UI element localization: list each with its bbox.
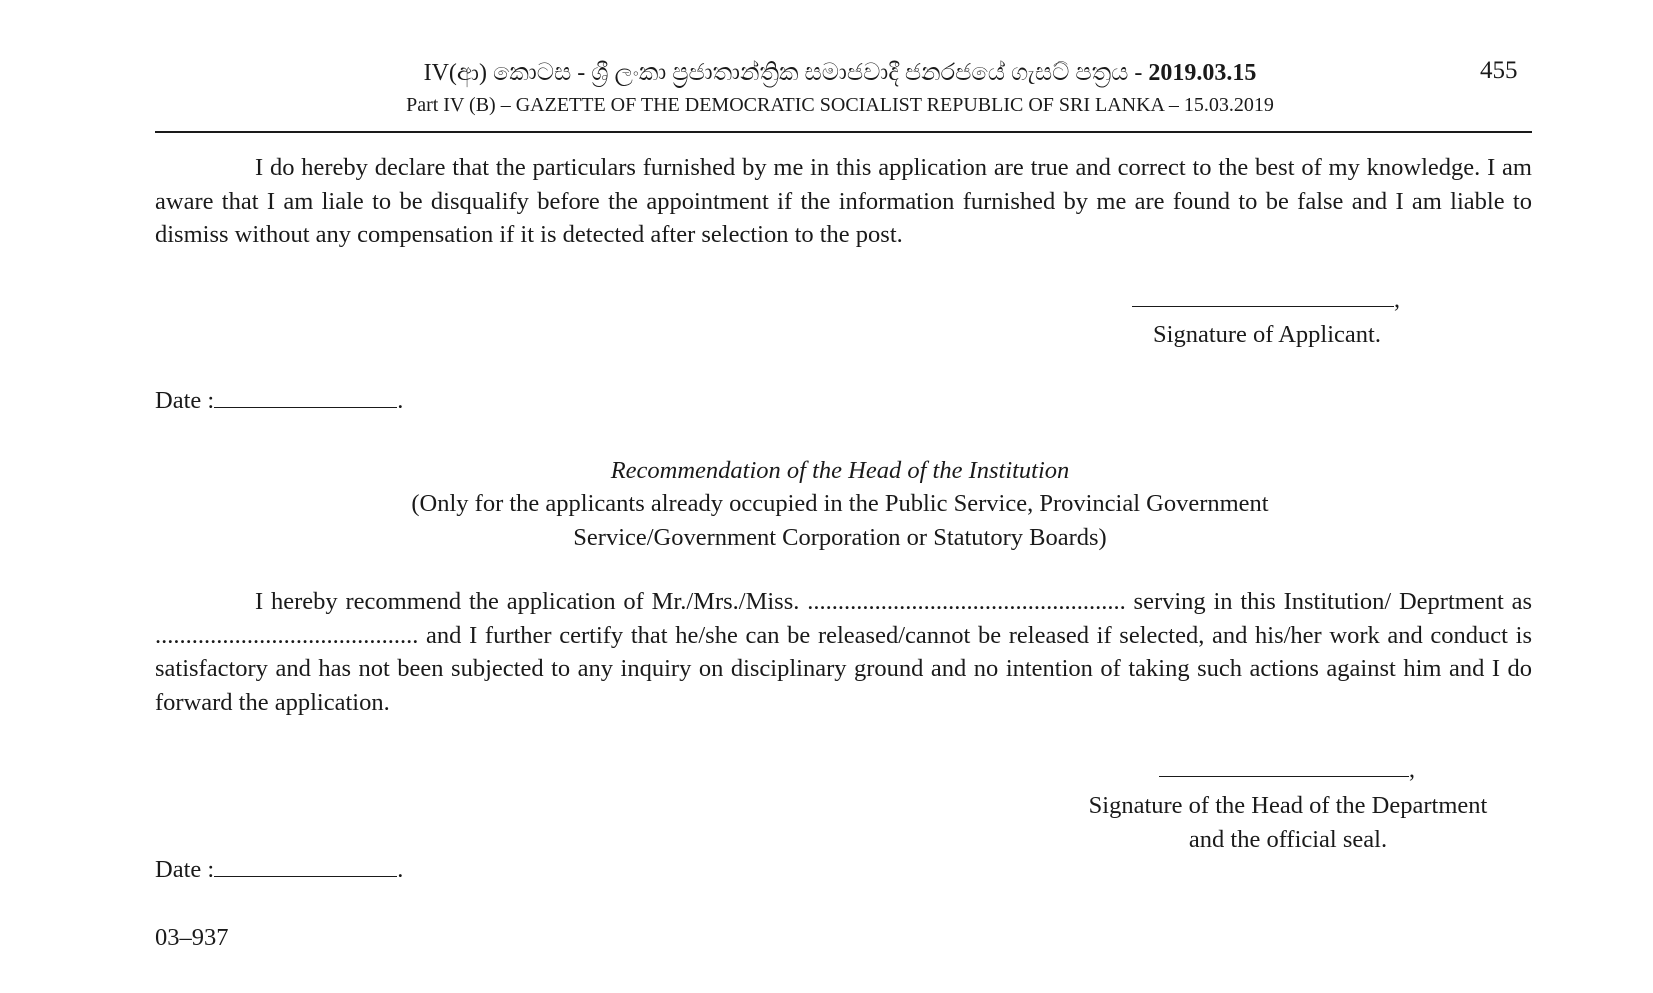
recommendation-subtitle-line1: (Only for the applicants already occupied in the Public Service, Provincial Government: [411, 490, 1269, 517]
head-signature-caption-line2: and the official seal.: [1188, 825, 1388, 853]
page-number: 455: [1480, 57, 1518, 84]
applicant-signature-line: [1132, 286, 1400, 314]
recommendation-subtitle: [150, 487, 1530, 554]
date-field-head: [155, 855, 403, 885]
recommendation-paragraph: I hereby recommend the application of Mr./Mrs./Miss. .................................................... serving in this Institution/ Deprtment as ........................................... and I further certify that he/she can be released/cannot be released if selected, and his/her work and conduct is satisfactory and has not been subjected to any inquiry on disciplinary ground and no intention of taking such actions against him and I do forward the application.: [155, 588, 1532, 716]
head-signature-line: [1159, 756, 1415, 784]
date-rule: [214, 861, 397, 877]
header-english-title: Part IV (B) – GAZETTE OF THE DEMOCRATIC SOCIALIST REPUBLIC OF SRI LANKA – 15.03.2019: [406, 94, 1274, 116]
date-suffix: .: [397, 387, 404, 414]
header-sinhala-date: 2019.03.15: [1148, 60, 1257, 86]
head-signature-comma: ,: [1409, 757, 1415, 783]
applicant-signature-caption: Signature of Applicant.: [1153, 321, 1381, 348]
date-field-applicant: [155, 386, 403, 416]
recommendation-title: Recommendation of the Head of the Institution: [610, 457, 1070, 484]
declaration-paragraph: I do hereby declare that the particulars furnished by me in this application are true and correct to the best of my knowledge. I am aware that I am liale to be disqualify before the appointment if the information furnished by me are found to be false and I am liable to dismiss without any compensation if it is detected after selection to the post.: [155, 154, 1532, 248]
head-signature-caption-line1: Signature of the Head of the Department: [1088, 792, 1488, 819]
date-label: Date :: [155, 387, 215, 414]
date-label: Date :: [155, 856, 215, 883]
header-divider: [155, 131, 1532, 133]
date-suffix: .: [397, 856, 404, 883]
date-rule: [214, 392, 397, 408]
head-signature-caption: [1058, 789, 1518, 856]
header-sinhala-text: IV(ආ) කොටස - ශ්‍රී ලංකා ප්‍රජාතාන්ත්‍රික සමාජවාදී ජනරජයේ ගැසට් පත්‍රය -: [423, 60, 1149, 86]
recommendation-subtitle-line2: Service/Government Corporation or Statutory Boards): [573, 523, 1107, 551]
applicant-signature-comma: ,: [1394, 287, 1400, 313]
applicant-signature-rule: [1132, 288, 1394, 307]
reference-number: 03–937: [155, 924, 229, 951]
header-sinhala-title: [150, 58, 1530, 88]
head-signature-rule: [1159, 758, 1409, 777]
